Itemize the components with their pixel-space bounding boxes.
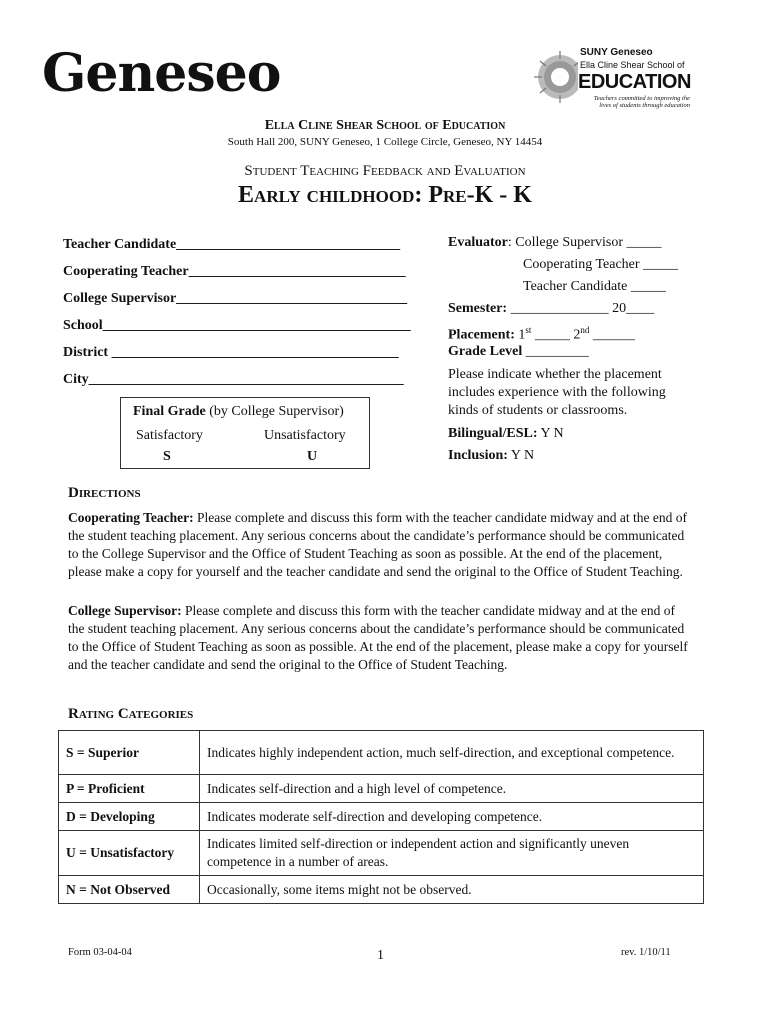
unsatisfactory-option[interactable]: U xyxy=(307,449,318,464)
sunburst-icon xyxy=(530,47,578,109)
final-grade-box xyxy=(120,397,370,469)
table-row xyxy=(59,731,704,775)
rating-description: Indicates limited self-direction or independent action and significantly uneven competence in a number of areas. xyxy=(200,831,704,876)
rating-key: N = Not Observed xyxy=(59,876,200,904)
rating-key: U = Unsatisfactory xyxy=(59,831,200,876)
city-field[interactable]: City_____________________________________________ xyxy=(63,372,404,387)
school-name: Ella Cline Shear School of Education xyxy=(264,118,506,133)
bilingual-esl-field[interactable]: Bilingual/ESL: Y N xyxy=(448,426,564,441)
revision-date: rev. 1/10/11 xyxy=(621,947,671,958)
evaluator-teacher-candidate[interactable]: Teacher Candidate _____ xyxy=(523,279,666,294)
school-address: South Hall 200, SUNY Geneseo, 1 College Circle, Geneseo, NY 14454 xyxy=(227,136,543,148)
geneseo-logo: Geneseo xyxy=(42,43,281,104)
placement-note: Please indicate whether the placement includes experience with the following kinds of students or classrooms. xyxy=(448,367,666,418)
directions-cooperating-teacher: Cooperating Teacher: Please complete and discuss this form with the teacher candidate midway and at the end of the student teaching placement. Any serious concerns about the candidate’s performance should be communicated to the College Supervisor and the Office of Student Teaching as soon as possible. At the end of the placement, please make a copy for yourself and the teacher candidate and send the original to the Office of Student Teaching. xyxy=(68,510,687,579)
rating-categories-table xyxy=(58,730,704,904)
page-number: 1 xyxy=(377,948,384,963)
table-row xyxy=(59,831,704,876)
form-subtitle: Early childhood: Pre-K - K xyxy=(238,182,532,208)
suny-logo-line1: SUNY Geneseo xyxy=(580,47,653,58)
unsatisfactory-label: Unsatisfactory xyxy=(264,428,346,443)
cooperating-teacher-field[interactable]: Cooperating Teacher_______________________________ xyxy=(63,264,406,279)
rating-key: S = Superior xyxy=(59,731,200,775)
evaluator-college-supervisor[interactable]: Evaluator: College Supervisor _____ xyxy=(448,235,662,250)
semester-field[interactable]: Semester: ______________ 20____ xyxy=(448,301,655,316)
rating-description: Indicates self-direction and a high level of competence. xyxy=(200,775,704,803)
rating-description: Occasionally, some items might not be observed. xyxy=(200,876,704,904)
final-grade-heading: Final Grade (by College Supervisor) xyxy=(133,404,344,419)
rating-key: D = Developing xyxy=(59,803,200,831)
school-field[interactable]: School____________________________________________ xyxy=(63,318,411,333)
grade-level-field[interactable]: Grade Level _________ xyxy=(448,344,589,359)
table-row xyxy=(59,876,704,904)
form-number: Form 03-04-04 xyxy=(68,947,132,958)
directions-heading: Directions xyxy=(68,485,141,501)
suny-logo-line2: Ella Cline Shear School of xyxy=(580,60,685,70)
district-field[interactable]: District _________________________________________ xyxy=(63,345,399,360)
teacher-candidate-field[interactable]: Teacher Candidate________________________________ xyxy=(63,237,401,252)
satisfactory-option[interactable]: S xyxy=(163,449,171,464)
rating-key: P = Proficient xyxy=(59,775,200,803)
table-row xyxy=(59,803,704,831)
college-supervisor-field[interactable]: College Supervisor_________________________________ xyxy=(63,291,408,306)
table-row xyxy=(59,775,704,803)
evaluator-cooperating-teacher[interactable]: Cooperating Teacher _____ xyxy=(523,257,679,272)
rating-description: Indicates highly independent action, much self-direction, and exceptional competence. xyxy=(200,731,704,775)
rating-description: Indicates moderate self-direction and developing competence. xyxy=(200,803,704,831)
suny-logo-tagline: Teachers committed to improving the lives of students through education xyxy=(593,95,690,109)
suny-education-logo xyxy=(530,45,690,113)
placement-field[interactable]: Placement: 1st _____ 2nd ______ xyxy=(448,325,635,343)
rating-categories-heading: Rating Categories xyxy=(68,706,194,722)
form-title: Student Teaching Feedback and Evaluation xyxy=(244,163,526,179)
inclusion-field[interactable]: Inclusion: Y N xyxy=(448,448,535,463)
satisfactory-label: Satisfactory xyxy=(136,428,203,443)
suny-logo-line3: EDUCATION xyxy=(578,71,691,93)
directions-college-supervisor: College Supervisor: Please complete and discuss this form with the teacher candidate midway and at the end of the student teaching placement. Any serious concerns about the candidate’s performance should be communicated to the Office of Student Teaching as soon as possible. At the end of the placement, please make a copy for yourself and the teacher candidate and send the original to the Office of Student Teaching. xyxy=(68,603,688,672)
